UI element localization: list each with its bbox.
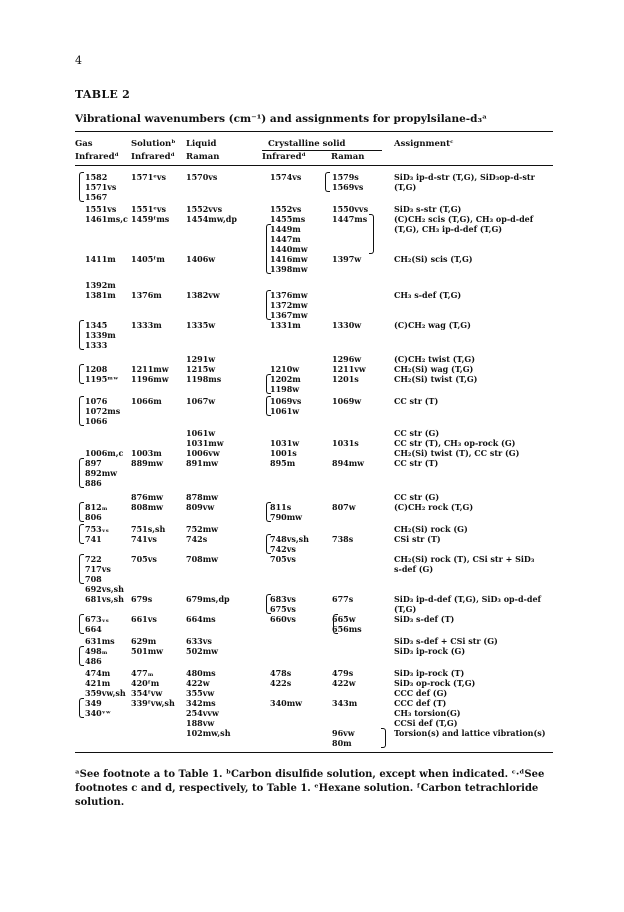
cell-solution: 1211mw xyxy=(131,364,169,374)
header-cryst-ir: Infraredᵈ xyxy=(262,152,306,162)
cell-assignment: CCC def (G) xyxy=(394,688,448,698)
cell-assignment: (T,G), CH₃ ip-d-def (T,G) xyxy=(394,224,503,234)
cell-cryst-ir: 790mw xyxy=(270,512,303,522)
cell-cryst-raman: 1330w xyxy=(332,320,362,330)
cell-liquid: 102mw,sh xyxy=(186,728,231,738)
cell-liquid: 1382vw xyxy=(186,290,220,300)
page-number: 4 xyxy=(75,54,82,67)
cell-cryst-ir: 1061w xyxy=(270,406,300,416)
cell-gas: 421m xyxy=(85,678,111,688)
cell-gas: 897 xyxy=(85,458,102,468)
cell-cryst-raman: 807w xyxy=(332,502,356,512)
cell-assignment: SiD₃ s-def + CSi str (G) xyxy=(394,636,498,646)
cell-gas: 753ᵥₛ xyxy=(85,524,109,534)
cell-liquid: 752mw xyxy=(186,524,219,534)
cell-gas: 1066 xyxy=(85,416,108,426)
cell-cryst-raman: 1201s xyxy=(332,374,359,384)
cell-gas: 1381m xyxy=(85,290,116,300)
brace xyxy=(266,290,271,320)
cell-cryst-ir: 340mw xyxy=(270,698,303,708)
cell-cryst-raman: 479s xyxy=(332,668,354,678)
cell-liquid: 480ms xyxy=(186,668,216,678)
cell-gas: 708 xyxy=(85,574,102,584)
cell-assignment: CH₂(Si) rock (T), CSi str + SiD₃ xyxy=(394,554,535,564)
cell-liquid: 878mw xyxy=(186,492,219,502)
cell-gas: 498ₘ xyxy=(85,646,108,656)
brace xyxy=(79,698,84,718)
cell-liquid: 1215w xyxy=(186,364,216,374)
cell-liquid: 188vw xyxy=(186,718,215,728)
cell-gas: 681vs,sh xyxy=(85,594,124,604)
brace xyxy=(79,364,84,384)
cell-cryst-raman: 1296w xyxy=(332,354,362,364)
cell-cryst-ir: 748vs,sh xyxy=(270,534,309,544)
cell-gas: 1006m,c xyxy=(85,448,124,458)
cell-liquid: 1061w xyxy=(186,428,216,438)
cell-cryst-ir: 1367mw xyxy=(270,310,308,320)
cell-liquid: 708mw xyxy=(186,554,219,564)
cell-assignment: (C)CH₂ twist (T,G) xyxy=(394,354,476,364)
cell-cryst-ir: 1210w xyxy=(270,364,300,374)
cell-solution: 751s,sh xyxy=(131,524,166,534)
cell-liquid: 1031mw xyxy=(186,438,224,448)
cell-cryst-raman: 1579s xyxy=(332,172,359,182)
brace xyxy=(79,554,84,584)
cell-cryst-ir: 1440mw xyxy=(270,244,308,254)
cell-solution: 477ₘ xyxy=(131,668,154,678)
cell-gas: 1567 xyxy=(85,192,108,202)
brace xyxy=(79,524,84,544)
cell-cryst-ir: 1574vs xyxy=(270,172,302,182)
cell-gas: 1339m xyxy=(85,330,116,340)
cell-gas: 1582 xyxy=(85,172,108,182)
cell-gas: 1208 xyxy=(85,364,108,374)
cell-cryst-ir: 1372mw xyxy=(270,300,308,310)
cell-gas: 1392m xyxy=(85,280,116,290)
cell-assignment: SiD₃ op-rock (T,G) xyxy=(394,678,476,688)
cell-gas: 886 xyxy=(85,478,102,488)
cell-solution: 705vs xyxy=(131,554,157,564)
cell-cryst-ir: 1447m xyxy=(270,234,301,244)
cell-assignment: CH₂(Si) scis (T,G) xyxy=(394,254,473,264)
cell-cryst-raman: 1397w xyxy=(332,254,362,264)
cell-solution: 679s xyxy=(131,594,153,604)
brace xyxy=(381,728,386,748)
cell-cryst-raman: 665w xyxy=(332,614,356,624)
cell-gas: 1333 xyxy=(85,340,108,350)
brace xyxy=(266,534,271,554)
cell-assignment: CSi str (T) xyxy=(394,534,441,544)
cell-assignment: SiD₃ s-str (T,G) xyxy=(394,204,462,214)
cell-cryst-ir: 1069vs xyxy=(270,396,302,406)
cell-assignment: (T,G) xyxy=(394,182,417,192)
cell-solution: 1459ᶠms xyxy=(131,214,170,224)
brace xyxy=(266,374,271,394)
cell-assignment: CH₃ s-def (T,G) xyxy=(394,290,462,300)
cell-gas: 692vs,sh xyxy=(85,584,124,594)
cell-cryst-ir: 683vs xyxy=(270,594,296,604)
cell-assignment: CH₃ torsion(G) xyxy=(394,708,461,718)
cell-cryst-raman: 738s xyxy=(332,534,354,544)
cell-cryst-raman: 1569vs xyxy=(332,182,364,192)
cell-liquid: 633vs xyxy=(186,636,212,646)
cell-assignment: CC str (G) xyxy=(394,492,440,502)
cell-cryst-raman: 1069w xyxy=(332,396,362,406)
cell-cryst-raman: 1447ms xyxy=(332,214,368,224)
cell-gas: 340ᵛʷ xyxy=(85,708,111,718)
cell-gas: 722 xyxy=(85,554,102,564)
cell-cryst-ir: 660vs xyxy=(270,614,296,624)
cell-cryst-raman: 80m xyxy=(332,738,352,748)
header-gas-sub: Infraredᵈ xyxy=(75,152,119,162)
cell-assignment: CC str (T) xyxy=(394,396,439,406)
brace xyxy=(79,458,84,488)
cell-cryst-ir: 742vs xyxy=(270,544,296,554)
header-liquid-sub: Raman xyxy=(186,152,220,162)
brace xyxy=(79,320,84,350)
brace xyxy=(79,614,84,634)
cell-liquid: 502mw xyxy=(186,646,219,656)
table-caption: Vibrational wavenumbers (cm⁻¹) and assignments for propylsilane-d₃ᵃ xyxy=(75,113,487,125)
cell-cryst-ir: 811s xyxy=(270,502,292,512)
cell-gas: 359vw,sh xyxy=(85,688,126,698)
cell-gas: 1461ms,c xyxy=(85,214,128,224)
brace xyxy=(266,594,271,614)
cell-cryst-ir: 895m xyxy=(270,458,296,468)
cell-assignment: (T,G) xyxy=(394,604,417,614)
cell-liquid: 1335w xyxy=(186,320,216,330)
cell-cryst-ir: 1331m xyxy=(270,320,301,330)
cell-liquid: 1198ms xyxy=(186,374,222,384)
table-label: TABLE 2 xyxy=(75,88,131,101)
cell-liquid: 742s xyxy=(186,534,208,544)
cell-cryst-raman: 422w xyxy=(332,678,356,688)
header-solution-sub: Infraredᵈ xyxy=(131,152,175,162)
header-cryst-raman: Raman xyxy=(331,152,365,162)
cell-solution: 889mw xyxy=(131,458,164,468)
cell-liquid: 1291w xyxy=(186,354,216,364)
cell-solution: 1571ᵉvs xyxy=(131,172,166,182)
cell-assignment: CH₂(Si) twist (T,G) xyxy=(394,374,478,384)
cell-solution: 1405ᶠm xyxy=(131,254,165,264)
cell-assignment: CC str (T) xyxy=(394,458,439,468)
cell-cryst-raman: 1031s xyxy=(332,438,359,448)
brace xyxy=(79,396,84,426)
cell-gas: 474m xyxy=(85,668,111,678)
brace xyxy=(369,214,374,254)
cell-gas: 1551vs xyxy=(85,204,117,214)
cell-cryst-ir: 1416mw xyxy=(270,254,308,264)
cell-cryst-raman: 677s xyxy=(332,594,354,604)
cell-cryst-ir: 1001s xyxy=(270,448,297,458)
cell-gas: 892mw xyxy=(85,468,118,478)
cell-cryst-raman: 343m xyxy=(332,698,358,708)
cell-assignment: CCSi def (T,G) xyxy=(394,718,458,728)
cell-cryst-ir: 422s xyxy=(270,678,292,688)
cell-assignment: SiD₃ ip-d-str (T,G), SiD₃op-d-str xyxy=(394,172,535,182)
cell-cryst-ir: 1198w xyxy=(270,384,300,394)
cell-assignment: SiD₃ ip-rock (T) xyxy=(394,668,465,678)
cell-gas: 741 xyxy=(85,534,102,544)
cell-assignment: SiD₃ s-def (T) xyxy=(394,614,455,624)
cell-solution: 1333m xyxy=(131,320,162,330)
cell-gas: 717vs xyxy=(85,564,111,574)
cell-liquid: 342ms xyxy=(186,698,216,708)
cell-gas: 673ᵥₛ xyxy=(85,614,109,624)
cell-gas: 486 xyxy=(85,656,102,666)
cell-cryst-ir: 1449m xyxy=(270,224,301,234)
cell-assignment: CCC def (T) xyxy=(394,698,447,708)
cell-gas: 1411m xyxy=(85,254,116,264)
header-assignment: Assignmentᶜ xyxy=(394,139,454,149)
cell-liquid: 422w xyxy=(186,678,210,688)
cell-cryst-raman: 96vw xyxy=(332,728,355,738)
cell-liquid: 664ms xyxy=(186,614,216,624)
cell-cryst-raman: 1550vvs xyxy=(332,204,369,214)
cell-cryst-ir: 1202m xyxy=(270,374,301,384)
cell-gas: 349 xyxy=(85,698,102,708)
cell-gas: 806 xyxy=(85,512,102,522)
cell-solution: 354ᶠvw xyxy=(131,688,163,698)
cell-assignment: (C)CH₂ rock (T,G) xyxy=(394,502,474,512)
cell-assignment: (C)CH₂ scis (T,G), CH₃ op-d-def xyxy=(394,214,534,224)
cell-assignment: CC str (G) xyxy=(394,428,440,438)
header-liquid: Liquid xyxy=(186,139,217,149)
cell-cryst-ir: 705vs xyxy=(270,554,296,564)
cell-cryst-raman: 656ms xyxy=(332,624,362,634)
cell-cryst-ir: 675vs xyxy=(270,604,296,614)
cell-liquid: 809vw xyxy=(186,502,215,512)
cell-liquid: 1552vvs xyxy=(186,204,223,214)
cell-liquid: 254vvw xyxy=(186,708,219,718)
brace xyxy=(266,502,271,522)
crystalline-subrule xyxy=(262,150,382,151)
cell-solution: 1551ᵉvs xyxy=(131,204,166,214)
cell-liquid: 1067w xyxy=(186,396,216,406)
cell-gas: 1345 xyxy=(85,320,108,330)
header-rule xyxy=(75,165,553,166)
cell-liquid: 355vw xyxy=(186,688,215,698)
cell-solution: 629m xyxy=(131,636,157,646)
header-gas: Gas xyxy=(75,139,93,149)
brace xyxy=(266,224,271,274)
brace xyxy=(325,172,330,192)
cell-cryst-ir: 478s xyxy=(270,668,292,678)
cell-assignment: Torsion(s) and lattice vibration(s) xyxy=(394,728,546,738)
cell-liquid: 1406w xyxy=(186,254,216,264)
cell-solution: 339ᶠvw,sh xyxy=(131,698,175,708)
cell-cryst-ir: 1455ms xyxy=(270,214,306,224)
brace xyxy=(79,172,84,202)
cell-gas: 1072ms xyxy=(85,406,121,416)
cell-solution: 420ᶠm xyxy=(131,678,160,688)
cell-cryst-raman: 1211vw xyxy=(332,364,366,374)
cell-assignment: CH₂(Si) twist (T), CC str (G) xyxy=(394,448,520,458)
cell-gas: 1195ᵐʷ xyxy=(85,374,119,384)
header-solution: Solutionᵇ xyxy=(131,139,176,149)
cell-cryst-ir: 1031w xyxy=(270,438,300,448)
cell-solution: 1376m xyxy=(131,290,162,300)
cell-assignment: SiD₃ ip-rock (G) xyxy=(394,646,466,656)
cell-liquid: 1570vs xyxy=(186,172,218,182)
cell-assignment: CH₂(Si) rock (G) xyxy=(394,524,468,534)
cell-cryst-ir: 1552vs xyxy=(270,204,302,214)
cell-gas: 812ₘ xyxy=(85,502,108,512)
cell-gas: 1571vs xyxy=(85,182,117,192)
cell-assignment: (C)CH₂ wag (T,G) xyxy=(394,320,471,330)
cell-liquid: 1454mw,dp xyxy=(186,214,237,224)
cell-liquid: 1006vw xyxy=(186,448,220,458)
cell-gas: 1076 xyxy=(85,396,108,406)
footnotes: ᵃSee footnote a to Table 1. ᵇCarbon disulfide solution, except when indicated. ᶜ·ᵈSee footnotes c and d, respectively, to Table 1. ᵉHexane solution. ᶠCarbon tetrachloride solution. xyxy=(75,769,545,808)
cell-assignment: s-def (G) xyxy=(394,564,434,574)
brace xyxy=(266,396,271,416)
cell-assignment: SiD₃ ip-d-def (T,G), SiD₃ op-d-def xyxy=(394,594,541,604)
cell-cryst-raman: 894mw xyxy=(332,458,365,468)
cell-solution: 741vs xyxy=(131,534,157,544)
cell-solution: 1196mw xyxy=(131,374,169,384)
brace xyxy=(79,502,84,522)
cell-solution: 1003m xyxy=(131,448,162,458)
cell-assignment: CC str (T), CH₃ op-rock (G) xyxy=(394,438,516,448)
cell-solution: 661vs xyxy=(131,614,157,624)
cell-cryst-ir: 1398mw xyxy=(270,264,308,274)
header-crystalline: Crystalline solid xyxy=(268,139,346,149)
top-rule xyxy=(75,131,553,132)
cell-liquid: 679ms,dp xyxy=(186,594,230,604)
cell-gas: 664 xyxy=(85,624,102,634)
cell-cryst-ir: 1376mw xyxy=(270,290,308,300)
bottom-rule xyxy=(75,752,553,753)
cell-gas: 631ms xyxy=(85,636,115,646)
brace xyxy=(333,614,338,634)
cell-solution: 876mw xyxy=(131,492,164,502)
cell-assignment: CH₂(Si) wag (T,G) xyxy=(394,364,474,374)
cell-solution: 808mw xyxy=(131,502,164,512)
cell-solution: 1066m xyxy=(131,396,162,406)
cell-liquid: 891mw xyxy=(186,458,219,468)
brace xyxy=(79,646,84,666)
cell-solution: 501mw xyxy=(131,646,164,656)
